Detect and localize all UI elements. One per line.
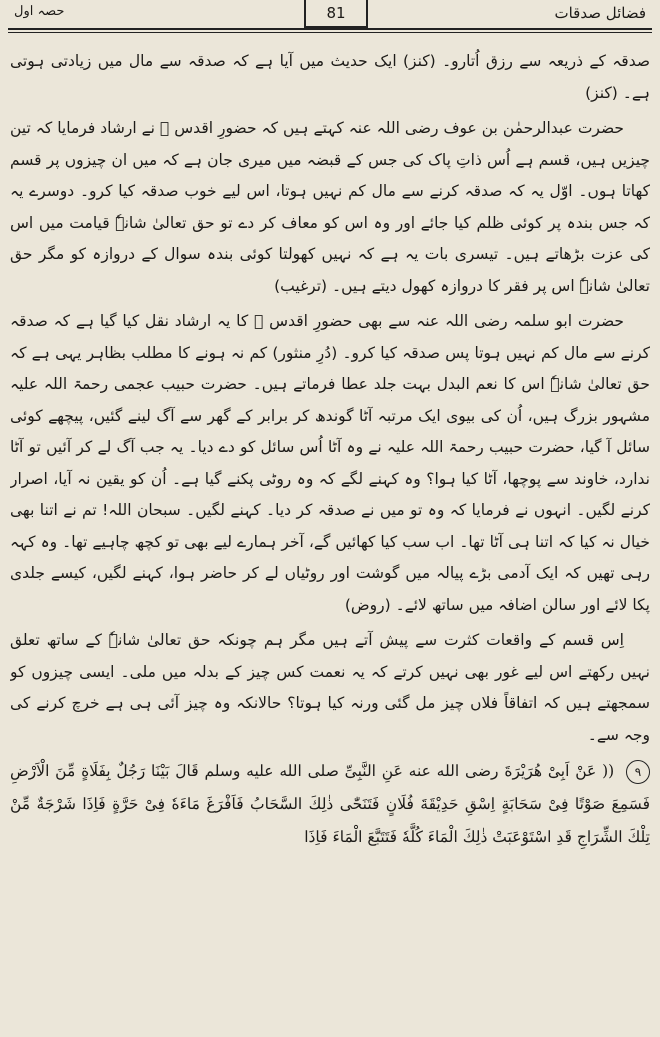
paragraph: حضرت عبدالرحمٰن بن عوف رضی اللہ عنہ کہتے ہیں کہ حضورِ اقدس ﷺ نے ارشاد فرمایا کہ تین چیزیں ہیں، قسم ہے اُس ذاتِ پاک کی جس کے قبضہ میں میری جان ہے کہ میں ان چیزوں پر قسم کھاتا ہوں۔ اوّل یہ کہ صدقہ کرنے سے مال کم نہیں ہوتا، اس لیے خوب صدقہ کیا کرو۔ دوسرے یہ کہ جس بندہ پر کوئی ظلم کیا جائے اور وہ اس کو معاف کر دے تو حق تعالیٰ شانہٗ قیامت میں اس کی عزت بڑھاتے ہیں۔ تیسری بات یہ ہے کہ نہیں کھولتا کوئی بندہ سوال کے دروازہ کو مگر حق تعالیٰ شانہٗ اس پر فقر کا دروازہ کھول دیتے ہیں۔ (ترغیب) [10,119,650,295]
header-rule-thin [8,32,652,33]
header-rule [8,28,652,30]
hadith-block [10,755,650,854]
page-number: 81 [304,0,368,28]
hadith-number: ۹ [626,760,650,784]
part-label: حصہ اول [14,4,65,19]
paragraph: حضرت ابو سلمہ رضی اللہ عنہ سے بھی حضورِ اقدس ﷺ کا یہ ارشاد نقل کیا گیا ہے کہ صدقہ کرنے سے مال کم نہیں ہوتا پس صدقہ کیا کرو۔ (دُرِ منثور) کم نہ ہونے کا مطلب بظاہر یہی ہے کہ حق تعالیٰ شانہٗ اس کا نعم البدل بہت جلد عطا فرماتے ہیں۔ حضرت حبیب عجمی رحمۃ اللہ علیہ مشہور بزرگ ہیں، اُن کی بیوی ایک مرتبہ آٹا گوندھ کر برابر کے گھر سے آگ لینے گئیں، پیچھے کوئی سائل آ گیا، حضرت حبیب رحمۃ اللہ علیہ نے وہ آٹا اُس سائل کو دے دیا۔ یہ جب آگ لے کر آئیں تو آٹا ندارد، خاوند سے پوچھا، آٹا کیا ہوا؟ وہ کہنے لگے کہ وہ روٹی پکنے گیا ہے۔ اُن کو یقین نہ آیا، اصرار کرنے لگیں۔ انہوں نے فرمایا کہ وہ تو میں نے صدقہ کر دیا۔ کہنے لگیں۔ سبحان اللہ! تم نے اتنا بھی خیال نہ کیا کہ اتنا ہی آٹا تھا۔ اب سب کیا کھائیں گے، آخر ہمارے لیے بھی تو کچھ چاہیے تھا۔ وہ کہہ رہی تھیں کہ ایک آدمی بڑے پیالہ میں گوشت اور روٹیاں لے کر حاضر ہوا، کہنے لگیں، کیسے جلدی پکا لائے اور سالن اضافہ میں ساتھ لائے۔ (روض) [10,312,650,614]
page-header [0,0,660,34]
hadith-text: (( عَنْ اَبِیْ هُرَیْرَةَ رضی الله عنه عَنِ النَّبِیِّ صلی الله علیه وسلم قَالَ بَیْنَا رَجُلٌ بِفَلَاةٍ مِّنَ الْاَرْضِ فَسَمِعَ صَوْتًا فِیْ سَحَابَةٍ اِسْقِ حَدِیْقَةَ فُلَانٍ فَتَنَحّٰی ذٰلِكَ السَّحَابُ فَاَفْرَغَ مَاءَهٗ فِیْ حَرَّةٍ فَاِذَا شَرْجَةٌ مِّنْ تِلْكَ الشِّرَاجِ قَدِ اسْتَوْعَبَتْ ذٰلِكَ الْمَاءَ كُلَّهٗ فَتَتَبَّعَ الْمَاءَ فَاِذَا [10,762,650,846]
paragraph: اِس قسم کے واقعات کثرت سے پیش آتے ہیں مگر ہم چونکہ حق تعالیٰ شانہٗ کے ساتھ تعلق نہیں رکھتے اس لیے غور بھی نہیں کرتے کہ یہ نعمت کس چیز کے بدلہ میں ملی۔ ایسی چیزوں کو سمجھتے ہیں کہ اتفاقاً فلاں چیز مل گئی ورنہ کیا ہوتا؟ حالانکہ وہ چیز آئی ہی ہے خرچ کرنے کی وجہ سے۔ [10,631,650,744]
paragraph: صدقہ کے ذریعہ سے رزق اُتارو۔ (کنز) ایک حدیث میں آیا ہے کہ صدقہ سے مال میں زیادتی ہوتی ہے۔ (کنز) [10,52,650,102]
book-title: فضائل صدقات [554,4,646,22]
page-body [10,46,650,1031]
